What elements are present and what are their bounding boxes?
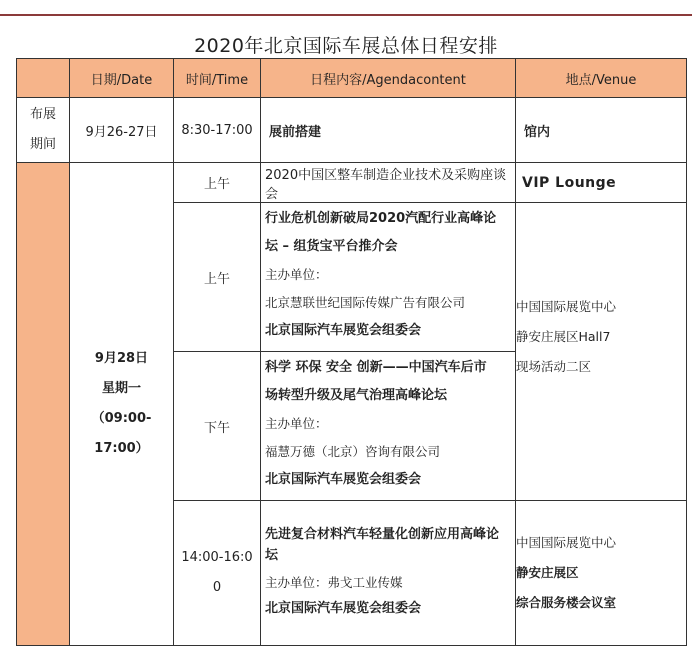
event1-title: 2020中国区整车制造企业技术及采购座谈会: [265, 167, 507, 202]
shared-venue-line3: 现场活动二区: [516, 358, 592, 374]
event2-host2: 北京国际汽车展览会组委会: [265, 323, 422, 338]
event3-host1: 福慧万德（北京）咨询有限公司: [265, 444, 441, 459]
page-title: 2020年北京国际车展总体日程安排: [194, 35, 498, 57]
setup-venue: 馆内: [516, 98, 687, 163]
event3-host2: 北京国际汽车展览会组委会: [265, 472, 422, 487]
event4-agenda: [261, 501, 516, 646]
event3-time: 下午: [174, 352, 261, 501]
event4-time-line1: 14:00-16:0: [181, 550, 253, 565]
event2-time: 上午: [174, 203, 261, 352]
setup-label-line2: 期间: [29, 137, 56, 152]
setup-label-line1: 布展: [29, 107, 56, 122]
event4-venue-line2: 静安庄展区: [516, 565, 579, 580]
schedule-table: [16, 58, 687, 646]
setup-agenda: 展前搭建: [261, 98, 516, 163]
top-rule: [0, 14, 692, 16]
day1-date-line3: （09:00-: [91, 411, 152, 426]
header-venue: 地点/Venue: [516, 59, 687, 98]
event4-host2: 北京国际汽车展览会组委会: [265, 601, 422, 616]
event2-host1: 北京慧联世纪国际传媒广告有限公司: [265, 295, 466, 310]
event2-host-label: 主办单位：: [265, 267, 328, 282]
table-row: [17, 98, 687, 163]
shared-venue-line1: 中国国际展览中心: [516, 298, 617, 314]
header-time: 时间/Time: [174, 59, 261, 98]
header-row: [17, 59, 687, 98]
header-agenda: 日程内容/Agendacontent: [261, 59, 516, 98]
event4-title: 先进复合材料汽车轻量化创新应用高峰论坛: [265, 527, 500, 563]
day1-date-cell: [70, 163, 174, 646]
event4-host: 主办单位：弗戈工业传媒: [265, 575, 403, 590]
event1-venue-cell: [516, 163, 687, 203]
day1-date-line4: 17:00）: [94, 441, 149, 456]
event3-host-label: 主办单位：: [265, 416, 328, 431]
header-blank: [17, 59, 70, 98]
event2-agenda: [261, 203, 516, 352]
event3-agenda: [261, 352, 516, 501]
shared-venue-line2: 静安庄展区Hall7: [516, 328, 611, 344]
setup-date: 9月26-27日: [70, 98, 174, 163]
table-row: [17, 163, 687, 203]
event1-venue: VIP Lounge: [522, 174, 617, 191]
event4-time-line2: 0: [212, 580, 222, 595]
event4-venue-cell: [516, 501, 687, 646]
day1-label-cell: [17, 163, 70, 646]
event1-time: 上午: [174, 163, 261, 203]
day1-date-line1: 9月28日: [94, 351, 149, 366]
day1-date-line2: 星期一: [101, 381, 141, 396]
event3-title-line1: 科学 环保 安全 创新——中国汽车后市: [265, 360, 487, 375]
event2-title-line1: 行业危机创新破局2020汽配行业高峰论: [265, 211, 497, 226]
setup-label-cell: [17, 98, 70, 163]
event4-venue-line1: 中国国际展览中心: [516, 535, 617, 550]
event4-time-cell: [174, 501, 261, 646]
event3-title-line2: 场转型升级及尾气治理高峰论坛: [265, 388, 448, 403]
event2-title-line2: 坛 – 组货宝平台推介会: [265, 239, 398, 254]
shared-venue-cell: [516, 203, 687, 501]
event1-agenda: [261, 163, 516, 203]
setup-time: 8:30-17:00: [174, 98, 261, 163]
event4-venue-line3: 综合服务楼会议室: [516, 595, 617, 610]
header-date: 日期/Date: [70, 59, 174, 98]
